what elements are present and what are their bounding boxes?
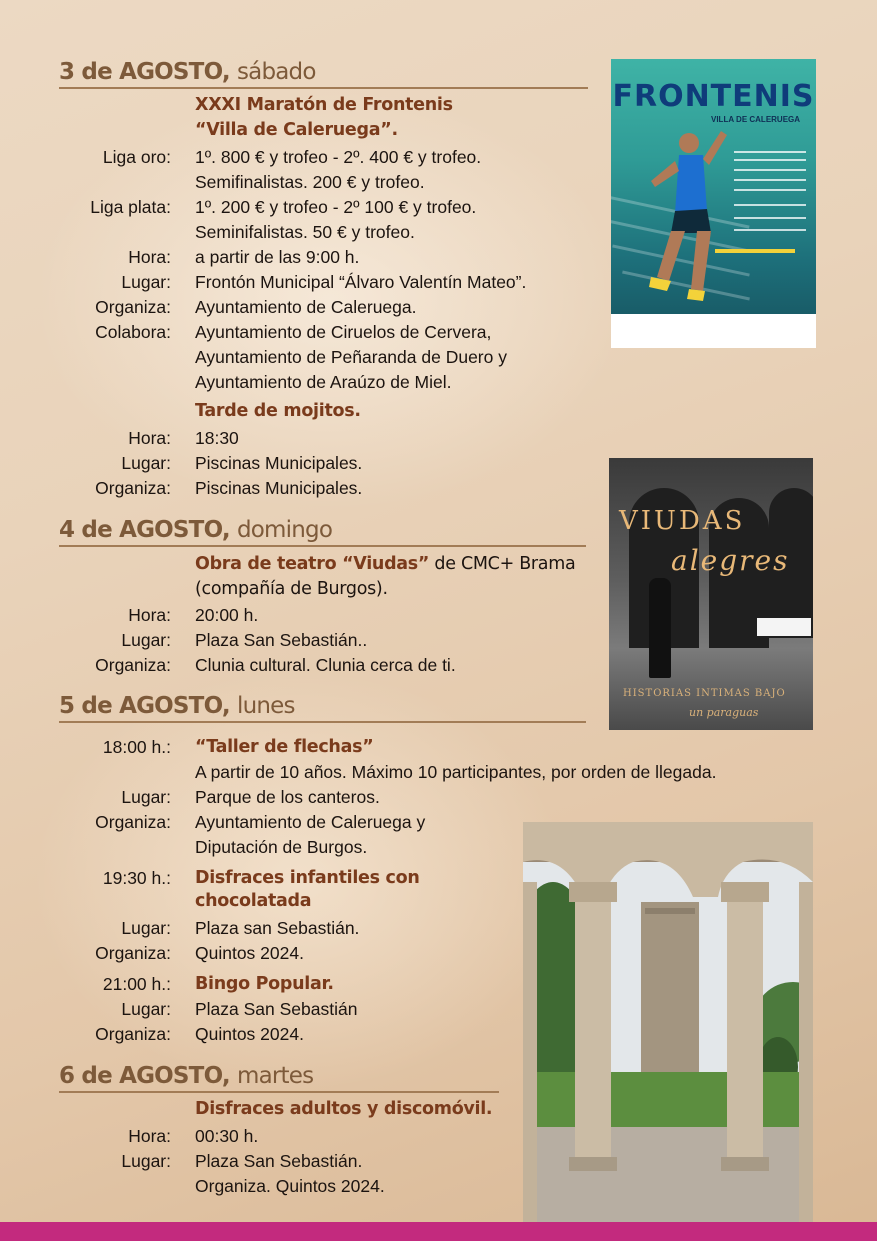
cloister-scene-icon	[523, 822, 813, 1222]
day-date: 6 de AGOSTO,	[59, 1063, 230, 1089]
day-heading-5-agosto	[59, 693, 295, 719]
day-heading-4-agosto	[59, 517, 332, 543]
event-title-frontenis-line1: XXXI Maratón de Frontenis	[195, 95, 453, 115]
poster-subtitle: alegres	[671, 544, 790, 577]
day-heading-3-agosto	[59, 59, 316, 85]
day-weekday: lunes	[236, 693, 295, 719]
row-label: Lugar:	[121, 1151, 171, 1171]
row-value: Piscinas Municipales.	[195, 453, 363, 473]
row-label: Lugar:	[121, 453, 171, 473]
row-label: Organiza:	[95, 1024, 171, 1044]
info-row	[0, 760, 877, 785]
row-value: Seminifalistas. 50 € y trofeo.	[195, 222, 415, 242]
row-value: Piscinas Municipales.	[195, 478, 363, 498]
row-value: 1º. 200 € y trofeo - 2º 100 € y trofeo.	[195, 197, 477, 217]
event-title-disfraces-adultos: Disfraces adultos y discomóvil.	[195, 1099, 493, 1119]
row-label: Lugar:	[121, 272, 171, 292]
row-label: Hora:	[128, 605, 171, 625]
day-weekday: sábado	[236, 59, 316, 85]
event-row-taller	[0, 735, 877, 760]
info-row	[0, 785, 877, 810]
day-heading-6-agosto	[59, 1063, 313, 1089]
event-title-plain: de CMC+ Brama	[429, 554, 576, 574]
row-value: Diputación de Burgos.	[195, 837, 368, 857]
row-label: Lugar:	[121, 918, 171, 938]
row-value: 1º. 800 € y trofeo - 2º. 400 € y trofeo.	[195, 147, 482, 167]
section-divider	[59, 87, 588, 89]
info-row	[0, 426, 877, 451]
section-divider	[59, 721, 586, 723]
row-value: Plaza San Sebastián	[195, 999, 358, 1019]
row-value: a partir de las 9:00 h.	[195, 247, 360, 267]
player-figure-icon	[641, 121, 731, 331]
row-value: Plaza San Sebastián.	[195, 1151, 363, 1171]
row-value: Frontón Municipal “Álvaro Valentín Mateo”.	[195, 272, 527, 292]
poster-title: VIUDAS	[619, 506, 746, 536]
info-row	[0, 370, 877, 395]
frontenis-poster-image	[611, 59, 816, 348]
event-subtitle: (compañía de Burgos).	[195, 579, 388, 599]
event-title-bold: Obra de teatro “Viudas”	[195, 554, 430, 574]
day-weekday: domingo	[236, 517, 333, 543]
cloister-photo-image	[523, 822, 813, 1222]
row-value: Semifinalistas. 200 € y trofeo.	[195, 172, 425, 192]
row-label: Organiza:	[95, 943, 171, 963]
row-value: Ayuntamiento de Araúzo de Miel.	[195, 372, 452, 392]
event-title-mojitos: Tarde de mojitos.	[195, 401, 361, 421]
event-title-taller: “Taller de flechas”	[195, 737, 374, 757]
row-value: A partir de 10 años. Máximo 10 participantes, por orden de llegada.	[195, 762, 717, 782]
row-value: Ayuntamiento de Caleruega.	[195, 297, 417, 317]
row-value: Plaza san Sebastián.	[195, 918, 360, 938]
event-title-disfraces-line2: chocolatada	[195, 891, 312, 911]
day-date: 3 de AGOSTO,	[59, 59, 230, 85]
viudas-alegres-poster-image	[609, 458, 813, 730]
row-value: Ayuntamiento de Ciruelos de Cervera,	[195, 322, 492, 342]
row-value: Parque de los canteros.	[195, 787, 380, 807]
row-label: Lugar:	[121, 630, 171, 650]
poster-tagline: HISTORIAS INTIMAS BAJO	[623, 688, 786, 699]
row-value: 20:00 h.	[195, 605, 259, 625]
row-label: Organiza:	[95, 297, 171, 317]
row-label: Lugar:	[121, 787, 171, 807]
row-value: 18:30	[195, 428, 239, 448]
row-label: Organiza:	[95, 478, 171, 498]
row-value: Quintos 2024.	[195, 1024, 304, 1044]
row-value: Plaza San Sebastián..	[195, 630, 368, 650]
info-row	[0, 345, 877, 370]
section-divider	[59, 1091, 499, 1093]
poster-subtitle: VILLA DE CALERUEGA	[711, 115, 801, 124]
row-label: Lugar:	[121, 999, 171, 1019]
row-label: Hora:	[128, 1126, 171, 1146]
day-date: 5 de AGOSTO,	[59, 693, 230, 719]
poster-tagline2: un paraguas	[689, 706, 759, 719]
event-title-viudas	[195, 554, 575, 574]
day-weekday: martes	[236, 1063, 314, 1089]
event-time: 19:30 h.:	[102, 868, 171, 888]
poster-title: FRONTENIS	[612, 79, 815, 114]
row-value: Ayuntamiento de Peñaranda de Duero y	[195, 347, 507, 367]
row-label: Organiza:	[95, 812, 171, 832]
event-time: 21:00 h.:	[102, 974, 171, 994]
row-value: Organiza. Quintos 2024.	[195, 1176, 385, 1196]
row-value: Quintos 2024.	[195, 943, 304, 963]
section-divider	[59, 545, 586, 547]
day-date: 4 de AGOSTO,	[59, 517, 230, 543]
bottom-color-bar	[0, 1222, 877, 1241]
event-title-frontenis-line2: “Villa de Caleruega”.	[195, 120, 398, 140]
row-label: Hora:	[128, 428, 171, 448]
row-value: Clunia cultural. Clunia cerca de ti.	[195, 655, 456, 675]
event-time: 18:00 h.:	[102, 737, 171, 757]
event-title-bingo: Bingo Popular.	[195, 974, 334, 994]
row-label: Liga oro:	[102, 147, 171, 167]
row-label: Colabora:	[95, 322, 171, 342]
row-value: Ayuntamiento de Caleruega y	[195, 812, 426, 832]
row-label: Hora:	[128, 247, 171, 267]
event-title-disfraces-line1: Disfraces infantiles con	[195, 868, 420, 888]
row-label: Liga plata:	[90, 197, 171, 217]
row-value: 00:30 h.	[195, 1126, 259, 1146]
row-label: Organiza:	[95, 655, 171, 675]
